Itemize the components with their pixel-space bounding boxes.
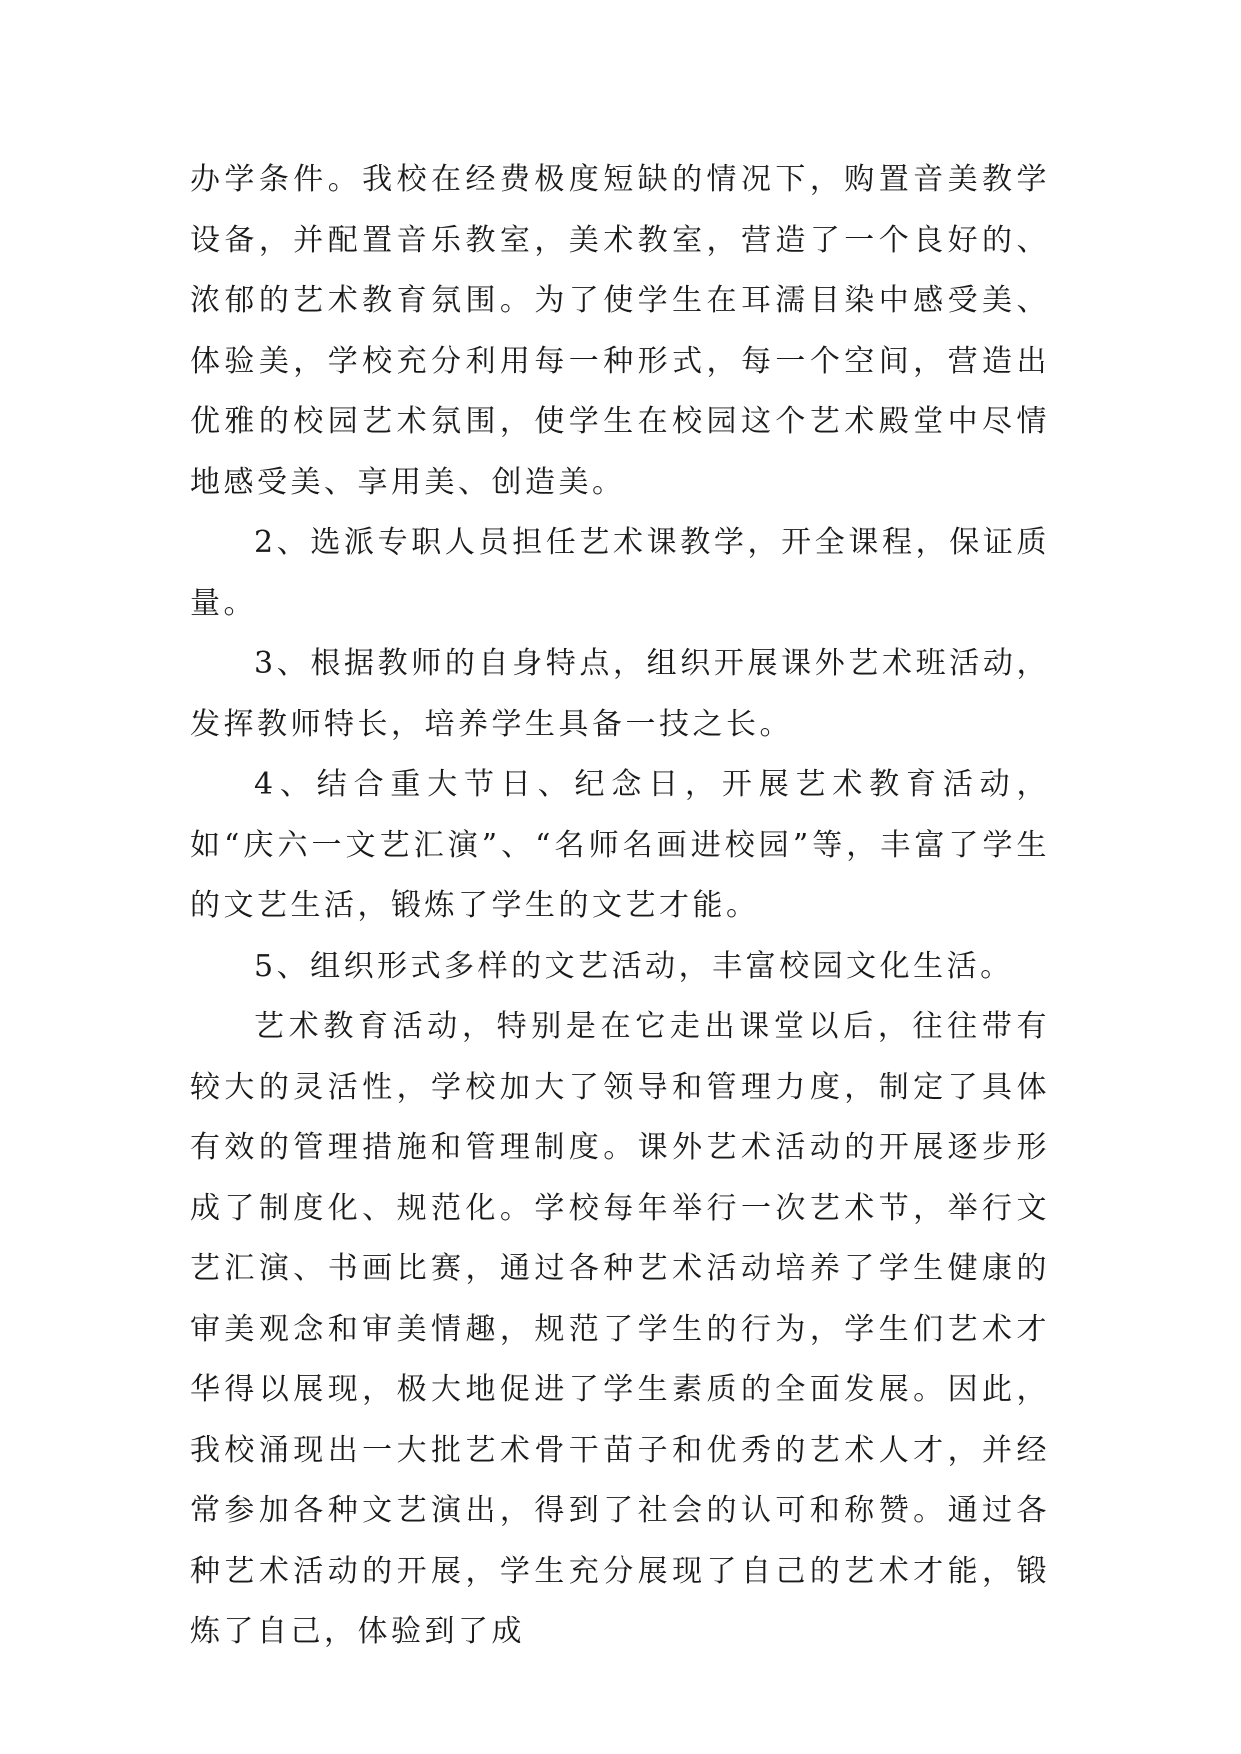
paragraph-art-activities: 艺术教育活动，特别是在它走出课堂以后，往往带有较大的灵活性，学校加大了领导和管理力度，制定了具体有效的管理措施和管理制度。课外艺术活动的开展逐步形成了制度化、规范化。学校每年举行一次艺术节，举行文艺汇演、书画比赛，通过各种艺术活动培养了学生健康的审美观念和审美情趣，规范了学生的行为，学生们艺术才华得以展现，极大地促进了学生素质的全面发展。因此，我校涌现出一大批艺术骨干苗子和优秀的艺术人才，并经常参加各种文艺演出，得到了社会的认可和称赞。通过各种艺术活动的开展，学生充分展现了自己的艺术才能，锻炼了自己，体验到了成 [190,1009,1050,1649]
document-body [190,150,1050,1663]
paragraph-item-5: 5、组织形式多样的文艺活动，丰富校园文化生活。 [254,948,1014,984]
paragraph-school-conditions: 办学条件。我校在经费极度短缺的情况下，购置音美教学设备，并配置音乐教室，美术教室，营造了一个良好的、浓郁的艺术教育氛围。为了使学生在耳濡目染中感受美、体验美，学校充分利用每一种形式，每一个空间，营造出优雅的校园艺术氛围，使学生在校园这个艺术殿堂中尽情地感受美、享用美、创造美。 [190,162,1050,500]
paragraph-item-4: 4、结合重大节日、纪念日，开展艺术教育活动，如“庆六一文艺汇演”、“名师名画进校园”等，丰富了学生的文艺生活，锻炼了学生的文艺才能。 [190,767,1050,923]
paragraph-item-3: 3、根据教师的自身特点，组织开展课外艺术班活动，发挥教师特长，培养学生具备一技之长。 [190,646,1050,742]
paragraph-item-2: 2、选派专职人员担任艺术课教学，开全课程，保证质量。 [190,525,1050,621]
